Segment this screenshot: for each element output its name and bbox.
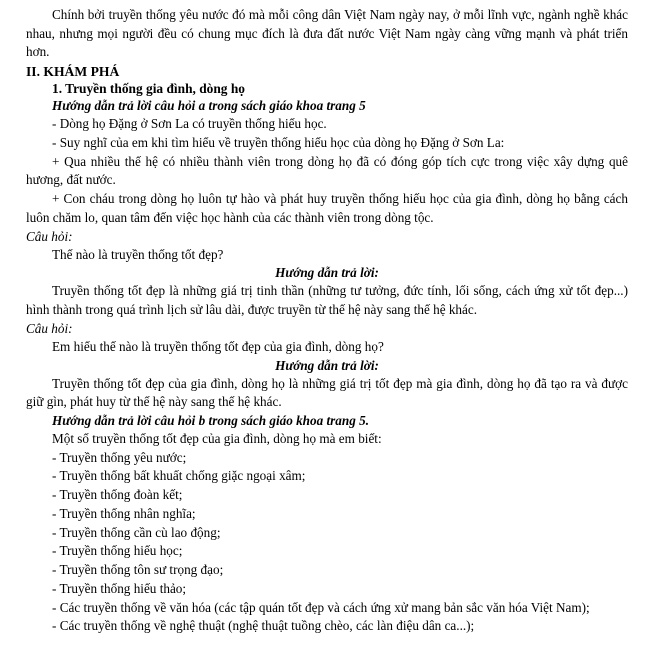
question-label-2: Câu hỏi: (26, 320, 73, 336)
list-item: - Truyền thống đoàn kết; (52, 487, 183, 503)
guide-question-a: Hướng dẫn trả lời câu hỏi a trong sách giáo khoa trang 5 (52, 98, 366, 114)
list-item: - Truyền thống yêu nước; (52, 449, 187, 465)
answer-label-2: Hướng dẫn trả lời: (275, 357, 379, 373)
list-item: - Truyền thống hiếu học; (52, 543, 183, 559)
list-item: - Các truyền thống về nghệ thuật (nghệ thuật tuồng chèo, các làn điệu dân ca...); (52, 618, 475, 634)
list-item: - Truyền thống tôn sư trọng đạo; (52, 562, 224, 578)
section-heading: II. KHÁM PHÁ (26, 64, 120, 80)
answer-text-2: Truyền thống tốt đẹp của gia đình, dòng họ là những giá trị tốt đẹp mà gia đình, dòng họ đã tạo ra và được giữ gìn, phát huy từ thế hệ này sang thế hệ khác. (26, 375, 628, 410)
answer-item-a-4: + Con cháu trong dòng họ luôn tự hào và phát huy truyền thống hiếu học của gia đình, dòng họ bằng cách luôn chăm lo, quan tâm đến việc học hành của các thành viên trong dòng tộc. (26, 191, 628, 225)
guide-question-b: Hướng dẫn trả lời câu hỏi b trong sách giáo khoa trang 5. (52, 413, 370, 429)
subsection-heading: 1. Truyền thống gia đình, dòng họ (52, 81, 245, 97)
list-item: - Truyền thống bất khuất chống giặc ngoại xâm; (52, 468, 306, 484)
question-text-2: Em hiểu thế nào là truyền thống tốt đẹp của gia đình, dòng họ? (52, 338, 384, 354)
tradition-list-intro: Một số truyền thống tốt đẹp của gia đình, dòng họ mà em biết: (52, 431, 382, 447)
list-item: - Truyền thống nhân nghĩa; (52, 505, 196, 521)
answer-text-1: Truyền thống tốt đẹp là những giá trị tinh thần (những tư tưởng, đức tính, lối sống, cách ứng xử tốt đẹp...) hình thành trong quá trình lịch sử lâu dài, được truyền từ thế hệ này sang thế hệ khác. (26, 283, 628, 318)
answer-item-a-1: - Dòng họ Đặng ở Sơn La có truyền thống hiếu học. (52, 116, 327, 132)
list-item: - Truyền thống cần cù lao động; (52, 524, 221, 540)
opening-paragraph: Chính bởi truyền thống yêu nước đó mà mỗi công dân Việt Nam ngày nay, ở mỗi lĩnh vực, ngành nghề khác nhau, nhưng mọi người đều có chung mục đích là đưa đất nước Việt Nam ngày càng vững mạnh và phát triển hơn. (26, 7, 628, 60)
answer-item-a-3: + Qua nhiều thế hệ có nhiều thành viên trong dòng họ đã có đóng góp tích cực trong việc xây dựng quê hương, đất nước. (26, 153, 628, 188)
answer-label-1: Hướng dẫn trả lời: (275, 265, 379, 281)
list-item: - Truyền thống hiếu thảo; (52, 580, 187, 596)
question-label-1: Câu hỏi: (26, 228, 73, 244)
answer-item-a-2: - Suy nghĩ của em khi tìm hiểu về truyền thống hiếu học của dòng họ Đặng ở Sơn La: (52, 134, 505, 150)
list-item: - Các truyền thống về văn hóa (các tập quán tốt đẹp và cách ứng xử mang bản sắc văn hóa Việt Nam); (52, 599, 590, 615)
question-text-1: Thế nào là truyền thống tốt đẹp? (52, 246, 224, 262)
